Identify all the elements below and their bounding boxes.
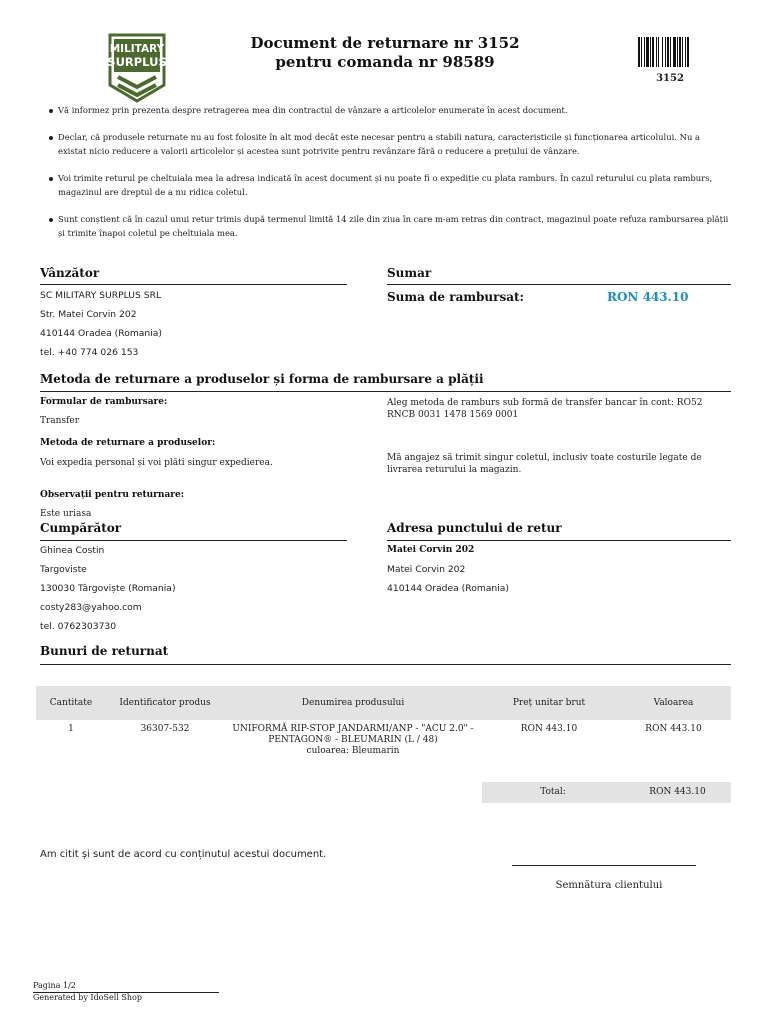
buyer-postal: 130030 Târgoviște (Romania) [40, 583, 176, 594]
goods-table [36, 686, 731, 757]
refund-form-value: Transfer [40, 416, 80, 426]
cell-unit-price: RON 443.10 [520, 724, 578, 734]
notes-label: Observații pentru returnare: [40, 490, 185, 500]
return-point-divider [387, 540, 731, 541]
return-point-city: 410144 Oradea (Romania) [387, 583, 510, 594]
total-label: Total: [540, 787, 566, 797]
barcode-bar [677, 37, 678, 67]
barcode-bar [646, 37, 649, 67]
return-point-heading: Adresa punctului de retur [387, 521, 562, 535]
table-row [36, 720, 731, 757]
generated-by: Generated by IdoSell Shop [33, 993, 142, 1002]
buyer-divider [40, 540, 347, 541]
barcode-bar [679, 37, 681, 67]
barcode-bar [673, 37, 676, 67]
page-number: Pagina 1/2 [33, 981, 76, 990]
return-method-value: Voi expedia personal și voi plăti singur expedierea. [40, 458, 273, 468]
refund-amount: RON 443.10 [607, 290, 689, 304]
logo-text-line1: MILITARY [109, 43, 165, 55]
barcode-bar [656, 37, 657, 67]
return-point-street: Matei Corvin 202 [387, 564, 466, 575]
intro-statements [40, 103, 730, 253]
col-product-name: Denumirea produsului [224, 686, 482, 720]
buyer-name: Ghinea Costin [40, 545, 105, 556]
logo-text-line2: SURPLUS [108, 55, 166, 69]
seller-phone: tel. +40 774 026 153 [40, 347, 139, 358]
goods-divider [40, 664, 731, 665]
signature-line [512, 865, 696, 866]
refund-form-label: Formular de rambursare: [40, 397, 168, 407]
summary-divider [387, 284, 731, 285]
refund-label: Suma de rambursat: [387, 290, 524, 304]
col-quantity: Cantitate [36, 686, 106, 720]
barcode-number: 3152 [656, 73, 684, 84]
method-heading: Metoda de returnare a produselor și forma de rambursare a plății [40, 372, 484, 386]
cell-quantity: 1 [68, 724, 74, 734]
seller-heading: Vânzător [40, 266, 100, 280]
seller-name: SC MILITARY SURPLUS SRL [40, 290, 162, 301]
seller-city: 410144 Oradea (Romania) [40, 328, 163, 339]
intro-item: Sunt conștient că în cazul unui retur trimis după termenul limită 14 zile din ziua în care m-am retras din contract, magazinul poate refuza rambursarea plății și trimite înapoi coletul pe cheltuiala mea. [40, 212, 730, 240]
col-unit-price: Preț unitar brut [482, 686, 616, 720]
cell-product-name: UNIFORMĂ RIP-STOP JANDARMI/ANP - "ACU 2.0" - PENTAGON® - BLEUMARIN (L / 48) culoarea: Bleumarin [232, 724, 474, 756]
cell-product-id: 36307-532 [140, 724, 190, 734]
seller-street: Str. Matei Corvin 202 [40, 309, 137, 320]
seller-divider [40, 284, 347, 285]
goods-heading: Bunuri de returnat [40, 644, 169, 658]
barcode-bar [687, 37, 689, 67]
intro-item: Declar, că produsele returnate nu au fost folosite în alt mod decât este necesar pentru a stabili natura, caracteristicile și funcționarea articolului. Nu a existat nicio reducere a valorii articolelor și acestea sunt potrivite pentru revânzare fără o reducere a prețului de vânzare. [40, 130, 730, 158]
barcode [638, 37, 698, 67]
barcode-bar [641, 37, 642, 67]
signature-label: Semnătura clientului [555, 880, 663, 891]
document-title [190, 34, 580, 72]
intro-item: Vă informez prin prezenta despre retragerea mea din contractul de vânzare a articolelor enumerate în acest document. [40, 103, 730, 117]
title-line-1: Document de returnare nr 3152 [250, 34, 520, 52]
military-surplus-logo [108, 33, 166, 103]
intro-item: Voi trimite returul pe cheltuiala mea la adresa indicată în acest document și nu poate fi o expediție cu plata ramburs. În cazul returului cu plata ramburs, magazinul are dreptul de a nu ridica coletul. [40, 171, 730, 199]
summary-heading: Sumar [387, 266, 432, 280]
barcode-bar [644, 37, 645, 67]
buyer-city: Targoviste [40, 564, 87, 575]
agreement-text: Am citit și sunt de acord cu conținutul acestui document. [40, 849, 327, 860]
barcode-bar [665, 37, 666, 67]
return-point-name: Matei Corvin 202 [387, 545, 475, 555]
barcode-bar [682, 37, 683, 67]
total-value: RON 443.10 [649, 787, 706, 797]
bullet-icon [49, 218, 53, 222]
table-header-row [36, 686, 731, 720]
bullet-icon [49, 109, 53, 113]
buyer-email: costy283@yahoo.com [40, 602, 142, 613]
barcode-bar [667, 37, 669, 67]
cell-value: RON 443.10 [645, 724, 702, 734]
notes-value: Este uriasa [40, 509, 92, 519]
title-line-2: pentru comanda nr 98589 [275, 53, 495, 71]
method-divider [40, 391, 731, 392]
return-method-label: Metoda de returnare a produselor: [40, 438, 216, 448]
barcode-bar [652, 37, 654, 67]
col-product-id: Identificator produs [106, 686, 224, 720]
barcode-bar [658, 37, 659, 67]
col-value: Valoarea [616, 686, 731, 720]
bullet-icon [49, 136, 53, 140]
barcode-bar [670, 37, 671, 67]
barcode-bar [685, 37, 686, 67]
buyer-heading: Cumpărător [40, 521, 122, 535]
buyer-phone: tel. 0762303730 [40, 621, 117, 632]
return-method-description: Mă angajez să trimit singur coletul, inclusiv toate costurile legate de livrarea returului la magazin. [387, 453, 702, 475]
barcode-bar [638, 37, 640, 67]
refund-form-description: Aleg metoda de ramburs sub formă de transfer bancar în cont: RO52 RNCB 0031 1478 1569 0001 [387, 398, 703, 420]
barcode-bar [650, 37, 651, 67]
bullet-icon [49, 177, 53, 181]
total-row [482, 782, 731, 803]
barcode-bar [662, 37, 663, 67]
